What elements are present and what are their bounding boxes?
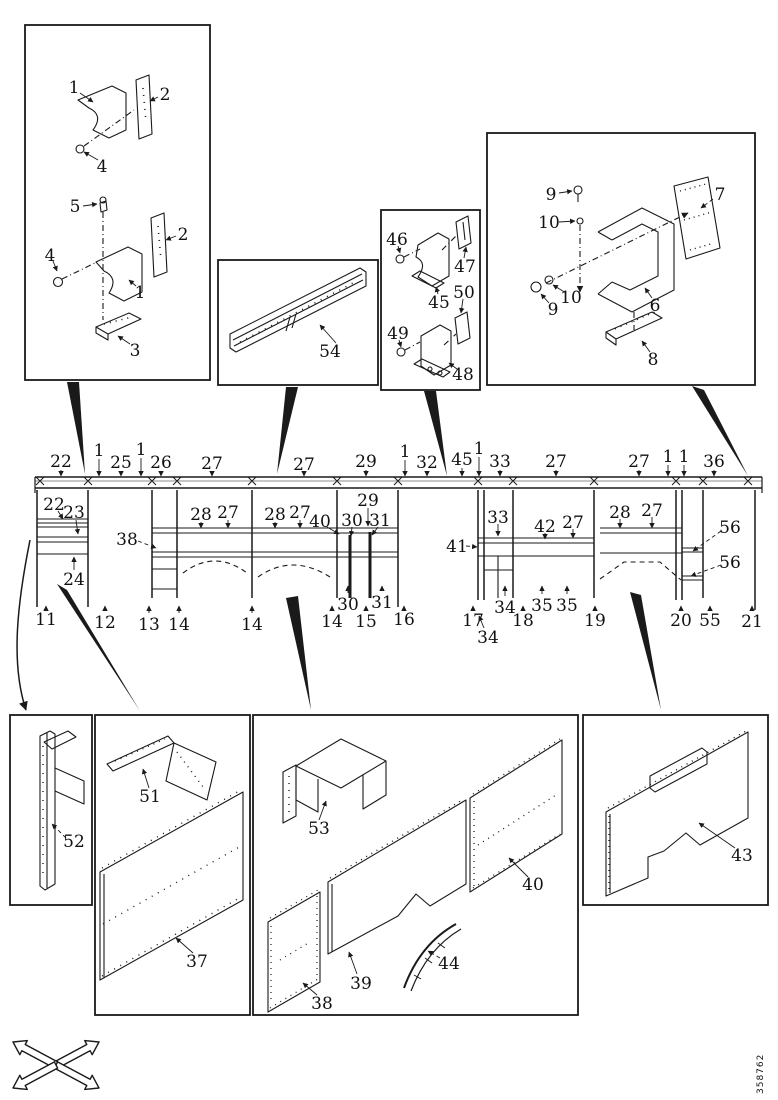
orientation-arrow-se [54,1062,99,1090]
part-label-22: 22 [43,495,65,515]
leader-line-5 [83,204,97,206]
stringers-mid [152,528,398,589]
part-label-45: 45 [451,450,473,470]
part-label-27: 27 [201,454,223,474]
part-label-18: 18 [512,611,534,631]
part-label-15: 15 [355,612,377,632]
part-label-2: 2 [159,85,171,105]
leader-line-43 [699,823,735,848]
part-label-1: 1 [662,447,674,467]
b-rail-54-rivets [240,282,355,342]
part-label-56: 56 [719,553,741,573]
c-axis-48 [444,334,456,345]
part-label-46: 46 [386,230,408,250]
part-label-52: 52 [63,832,85,852]
leader-line-10 [559,221,575,222]
leader-line-3 [118,336,130,344]
part-label-14: 14 [241,615,263,635]
callout-wedge-panel-51 [57,584,140,711]
part-label-42: 42 [534,517,556,537]
a-axis-3 [62,262,97,279]
part-label-50: 50 [453,283,475,303]
part-label-31: 31 [371,593,393,613]
part-label-33: 33 [487,508,509,528]
h-panel-43-rivets [608,731,746,892]
inset-box-post-52 [10,715,92,905]
c-clip-50 [455,312,470,344]
part-label-10: 10 [538,213,560,233]
callout-wedge-panel-53 [286,596,311,710]
e-flange-52 [44,731,76,749]
orientation-arrow-sw [13,1062,58,1090]
d-bracket-6-edges [598,232,612,294]
part-label-48: 48 [452,365,474,385]
part-label-30: 30 [341,511,363,531]
leader-line-2 [166,236,176,240]
part-label-1: 1 [135,440,147,460]
part-label-40: 40 [522,875,544,895]
leader-line-56 [691,565,721,576]
part-label-11: 11 [35,610,57,630]
part-label-1: 1 [68,78,80,98]
d-bolt-9 [574,186,582,194]
b-rail-54-outer [230,268,366,352]
part-label-44: 44 [438,954,460,974]
part-label-9: 9 [547,300,559,320]
leader-line-37 [176,938,193,953]
g-channel-53-left [296,766,318,812]
e-arm-52 [55,768,84,804]
c-base-48-hole1 [428,367,432,371]
a-bolt-4-bottom [54,278,63,287]
part-label-21: 21 [741,612,763,632]
wheel-arch-dashed-2 [258,565,330,577]
part-label-13: 13 [138,615,160,635]
part-label-8: 8 [647,350,659,370]
b-rail-54-line1 [233,274,362,340]
part-label-45: 45 [428,293,450,313]
part-label-23: 23 [63,503,85,523]
part-label-27: 27 [641,501,663,521]
part-label-27: 27 [217,503,239,523]
part-label-53: 53 [308,819,330,839]
callout-wedge-panel-43 [630,592,661,710]
f-angle-51-rivets [115,739,203,787]
c-clip-47-line [463,222,465,240]
wheel-arch-dashed-3 [600,562,681,580]
part-label-1: 1 [399,442,411,462]
part-label-38: 38 [116,530,138,550]
f-panel-37-rivets [102,790,241,976]
part-label-7: 7 [714,185,726,205]
c-bracket-45 [416,233,449,286]
leader-line-38 [138,541,156,548]
part-label-1: 1 [93,441,105,461]
inset-box-panel-43 [583,715,768,905]
part-label-25: 25 [110,453,132,473]
part-label-35: 35 [531,596,553,616]
g-flange-53 [283,765,296,823]
leader-line-9 [559,191,572,193]
a-strip-2b-rivets [158,226,161,260]
part-label-20: 20 [670,611,692,631]
part-label-17: 17 [462,611,484,631]
c-axis-46 [404,249,420,257]
leader-line-2 [150,97,158,101]
part-label-49: 49 [387,324,409,344]
part-label-12: 12 [94,613,116,633]
part-label-40: 40 [309,512,331,532]
part-label-56: 56 [719,518,741,538]
part-label-27: 27 [562,513,584,533]
part-label-34: 34 [494,598,516,618]
g-channel-53-top [296,739,386,788]
part-label-54: 54 [319,342,341,362]
leader-line-53 [319,801,326,820]
leader-line-51 [143,769,149,788]
a-strip-2-rivets [143,88,146,122]
d-plate-7 [674,177,720,259]
part-label-27: 27 [293,455,315,475]
f-angle-51-a [107,736,174,771]
part-label-51: 51 [139,787,161,807]
part-label-26: 26 [150,453,172,473]
part-label-19: 19 [584,611,606,631]
part-label-3: 3 [129,341,141,361]
a-strip-2b [151,213,167,277]
part-label-39: 39 [350,974,372,994]
inset-box-brackets-front [25,25,210,380]
leader-line-54 [320,325,336,343]
f-panel-37 [100,792,243,980]
leader-line-39 [349,952,357,974]
d-nut-10 [577,218,583,224]
part-label-10: 10 [560,288,582,308]
d-washer-a [531,282,541,292]
part-label-2: 2 [177,225,189,245]
sheet-code: 358762 [756,1053,766,1094]
inset-box-sill-rail-54 [218,260,378,385]
d-axis-main [546,213,688,283]
part-label-32: 32 [416,453,438,473]
part-label-28: 28 [264,505,286,525]
stringers-mid-right [478,538,594,598]
part-label-1: 1 [473,439,485,459]
part-label-27: 27 [289,503,311,523]
c-bolt-46 [396,255,404,263]
part-label-29: 29 [357,491,379,511]
part-label-37: 37 [186,952,208,972]
d-bracket-6-inner [612,224,658,290]
frame-bars-30-31 [350,532,370,598]
part-label-33: 33 [489,452,511,472]
c-bracket-48 [421,325,451,375]
part-label-31: 31 [369,511,391,531]
part-label-5: 5 [69,197,81,217]
part-label-36: 36 [703,452,725,472]
h-panel-43-slot [650,748,707,792]
part-label-43: 43 [731,846,753,866]
part-label-14: 14 [168,615,190,635]
part-label-1: 1 [678,447,690,467]
a-bracket-1 [78,86,126,138]
part-label-4: 4 [44,246,56,266]
d-washer-b [545,276,553,284]
stringers-right [600,528,703,580]
a-strip-2 [136,75,152,139]
part-label-55: 55 [699,611,721,631]
part-label-30: 30 [337,595,359,615]
wheel-arch-dashed-1 [183,561,247,573]
stringers-left [37,519,88,554]
a-bolt-4-top [76,145,84,153]
h-panel-43 [606,732,748,896]
d-bracket-6-outer [598,208,674,312]
b-rail-54-line2 [234,280,363,346]
part-label-28: 28 [609,503,631,523]
c-bolt-49 [397,348,405,356]
g-panel-39-rivets [330,799,464,878]
c-base-45 [412,271,444,288]
part-label-1: 1 [134,283,146,303]
part-label-6: 6 [649,296,661,316]
callout-curve-post-52 [17,540,30,710]
g-panel-40 [470,740,562,892]
leader-line-56 [693,531,721,551]
part-label-16: 16 [393,610,415,630]
part-label-22: 22 [50,452,72,472]
leader-line-7 [701,199,713,208]
part-label-27: 27 [545,452,567,472]
part-label-14: 14 [321,612,343,632]
part-label-28: 28 [190,505,212,525]
part-label-27: 27 [628,452,650,472]
g-panel-38-rivets [270,890,318,1008]
d-plate-7-rivets [680,184,714,250]
part-label-24: 24 [63,570,85,590]
part-label-34: 34 [477,628,499,648]
part-label-47: 47 [454,257,476,277]
part-label-38: 38 [311,994,333,1014]
c-clip-47 [456,216,471,249]
part-label-4: 4 [96,157,108,177]
part-label-29: 29 [355,452,377,472]
part-label-41: 41 [446,537,468,557]
part-label-9: 9 [545,185,557,205]
part-label-35: 35 [556,596,578,616]
inset-box-bracket-6-10 [487,133,755,385]
